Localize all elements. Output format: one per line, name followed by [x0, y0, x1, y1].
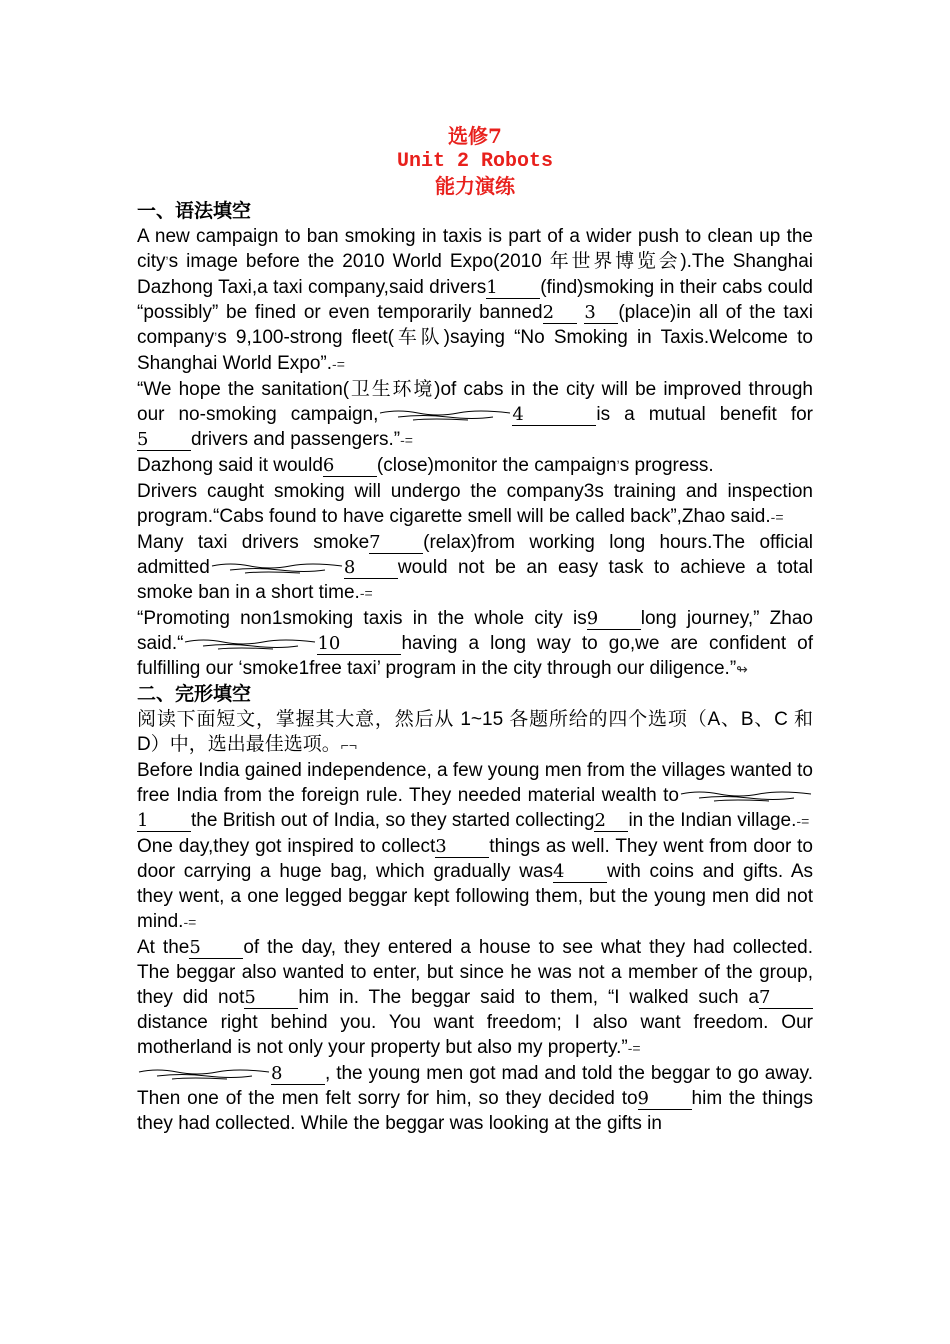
blank-9[interactable]: 9	[587, 609, 641, 630]
scan-mark: ↬	[736, 661, 748, 677]
scan-mark: -=	[770, 509, 784, 525]
apostrophe-mark: ʼ	[165, 254, 169, 270]
section-cloze-heading: 二、完形填空	[137, 683, 252, 705]
cloze-blank-8[interactable]: 8	[271, 1064, 325, 1085]
cloze-blank-6[interactable]: 5	[244, 988, 298, 1009]
grammar-paragraph-5: Many taxi drivers smoke7 (relax)from working long hours.The official admitted 8 would not be an easy task to achieve a total smoke ban in a short time.-=	[137, 532, 813, 603]
grammar-paragraph-1: A new campaign to ban smoking in taxis is part of a wider push to clean up the cityʼs image before the 2010 World Expo(2010 年世界博览会).The Shanghai Dazhong Taxi,a taxi company,said drivers1 (find)smoking in their cabs could “possibly” be fined or even temporarily banned2 3 (place)in all of the taxi companyʼs 9,100-strong fleet(车队)saying “No Smoking in Taxis.Welcome to Shanghai World Expo”.-=	[137, 226, 813, 374]
cloze-blank-9[interactable]: 9	[638, 1089, 692, 1110]
squiggle-mark-icon	[183, 637, 317, 651]
cloze-paragraph-2: One day,they got inspired to collect3 things as well. They went from door to door carrying a huge bag, which gradually was4 with coins and gifts. As they went, a one legged beggar kept following them, but the young men did not mind.-=	[137, 836, 814, 932]
blank-5[interactable]: 5	[137, 430, 191, 451]
grammar-paragraph-4: Drivers caught smoking will undergo the company3s training and inspection program.“Cabs found to have cigarette smell will be called back”,Zhao said.-=	[137, 481, 813, 527]
cloze-paragraph-1: Before India gained independence, a few young men from the villages wanted to free India from the foreign rule. They needed material wealth to1 the British out of India, so they started collecting2 in the Indian village.-=	[137, 760, 814, 831]
blank-10[interactable]: 10	[317, 634, 401, 655]
blank-8[interactable]: 8	[344, 558, 398, 579]
scan-mark: -=	[183, 914, 197, 930]
cloze-blank-7[interactable]: 7	[759, 988, 813, 1009]
apostrophe-mark: ʼ	[616, 458, 620, 474]
cloze-blank-5[interactable]: 5	[189, 938, 243, 959]
squiggle-mark-icon	[210, 561, 344, 575]
exercise-title: 能力演练	[435, 174, 515, 198]
document-page	[137, 124, 813, 1136]
scan-mark: -=	[400, 432, 413, 448]
cloze-blank-2[interactable]: 2	[594, 811, 628, 832]
scan-mark: ⌐¬	[340, 737, 358, 753]
squiggle-mark-icon	[679, 789, 813, 803]
unit-title: Unit 2 Robots	[396, 150, 554, 173]
scan-mark: -=	[627, 1040, 641, 1056]
scan-mark: -=	[359, 585, 373, 601]
blank-4[interactable]: 4	[512, 405, 596, 426]
blank-2[interactable]: 2	[543, 303, 577, 324]
cloze-instructions: 阅读下面短文，掌握其大意，然后从 1~15 各题所给的四个选项（A、B、C 和 D）中，选出最佳选项。⌐¬	[137, 709, 813, 755]
module-title: 选修7	[448, 124, 502, 148]
cloze-blank-4[interactable]: 4	[553, 862, 607, 883]
section-grammar-heading: 一、语法填空	[137, 200, 252, 222]
apostrophe-mark: ʼ	[214, 330, 218, 346]
scan-mark: -=	[332, 356, 345, 372]
blank-3[interactable]: 3	[584, 303, 618, 324]
blank-6[interactable]: 6	[323, 456, 377, 477]
squiggle-mark-icon	[378, 408, 512, 422]
blank-1[interactable]: 1	[486, 278, 540, 299]
squiggle-mark-icon	[137, 1067, 271, 1081]
cloze-blank-1[interactable]: 1	[137, 811, 191, 832]
cloze-paragraph-3: At the5 of the day, they entered a house to see what they had collected. The beggar also wanted to enter, but since he was not a member of the group, they did not5 him in. The beggar said to them, “I walked such a7distance right behind you. You want freedom; I also want freedom. Our motherland is not only your property but also my property.”-=	[137, 937, 813, 1058]
cloze-blank-3[interactable]: 3	[435, 837, 489, 858]
scan-mark: -=	[796, 813, 810, 829]
cloze-paragraph-4: 8 , the young men got mad and told the beggar to go away. Then one of the men felt sorry for him, so they decided to9 him the things they had collected. While the beggar was looking at the gifts in	[137, 1063, 813, 1134]
blank-7[interactable]: 7	[369, 533, 423, 554]
grammar-paragraph-2: “We hope the sanitation(卫生环境)of cabs in the city will be improved through our no-smoking campaign, 4 is a mutual benefit for5 drivers and passengers.”-=	[137, 379, 813, 450]
grammar-paragraph-6: “Promoting non1smoking taxis in the whole city is9 long journey,” Zhao said.“ 10 having a long way to go,we are confident of fulfilling our ‘smoke1free taxi’ program in the city through our diligence.”↬	[137, 608, 813, 679]
grammar-paragraph-3: Dazhong said it would6 (close)monitor the campaignʼs progress.	[137, 455, 714, 476]
